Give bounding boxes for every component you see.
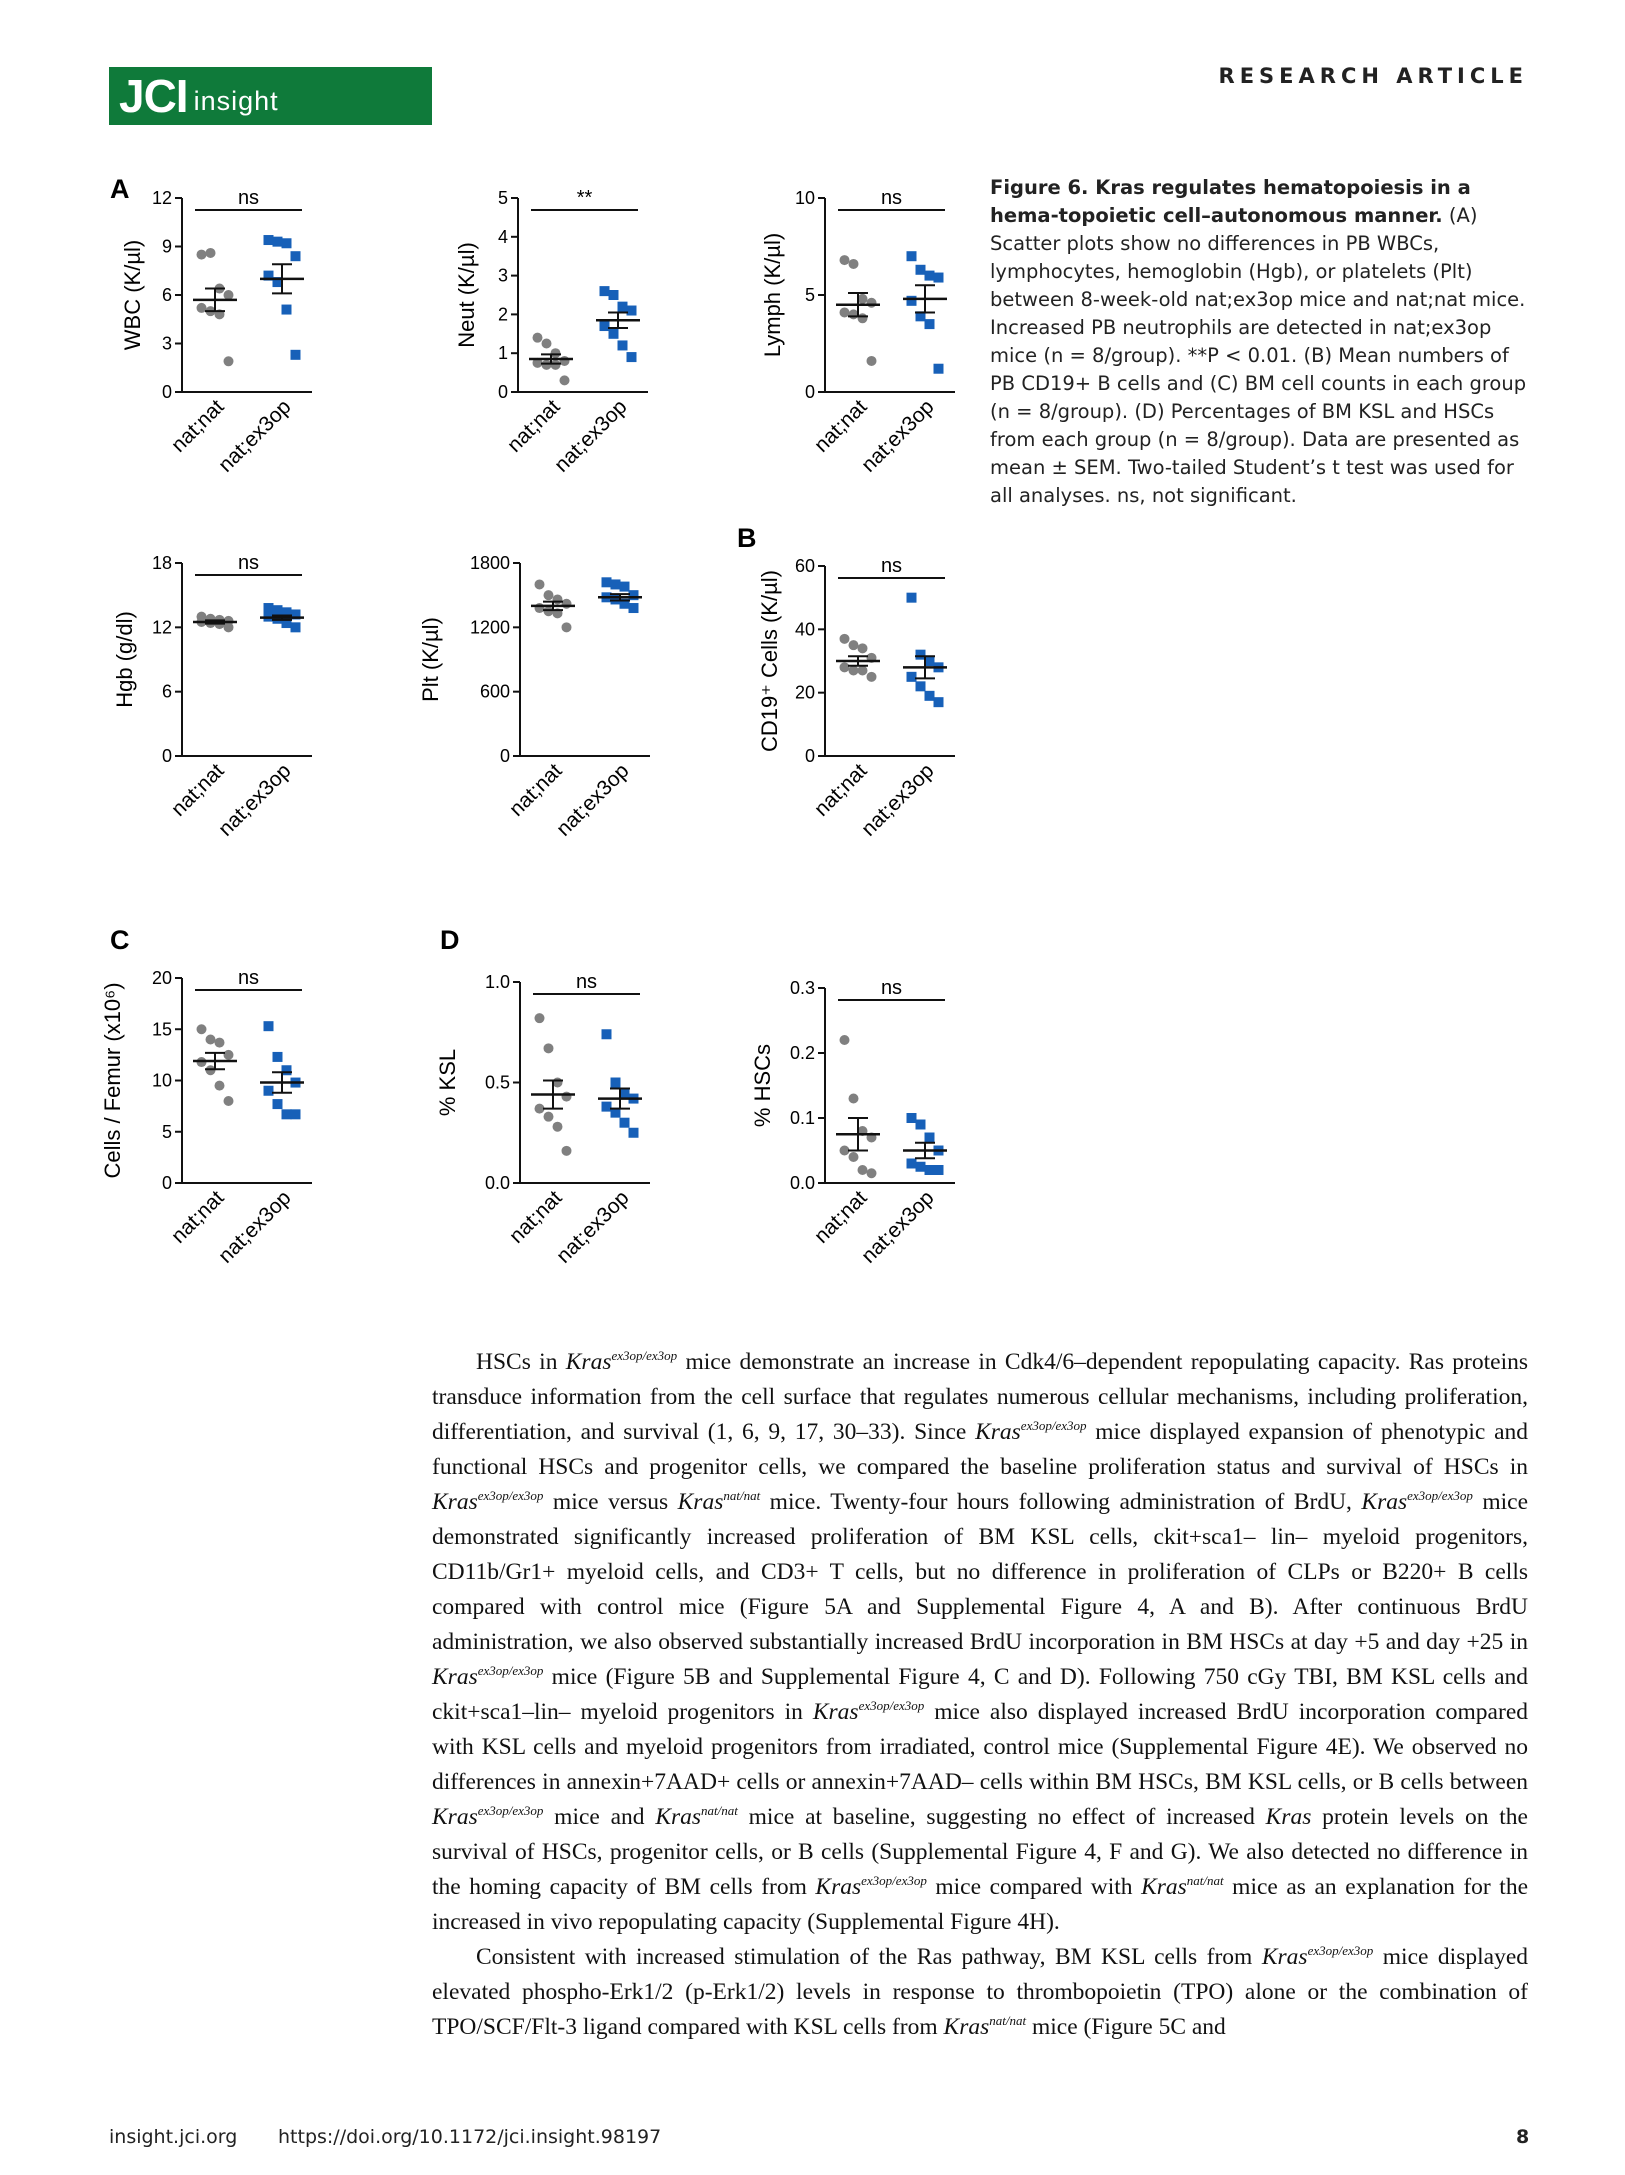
data-point [215, 1038, 225, 1048]
data-point [620, 582, 630, 592]
x-tick-label: nat;ex3op [857, 759, 939, 841]
data-point [618, 340, 628, 350]
data-point [562, 622, 572, 632]
data-point [264, 1086, 274, 1096]
x-tick-label: nat;nat [504, 759, 567, 821]
data-point [560, 375, 570, 385]
data-point [264, 235, 274, 245]
data-point [849, 1152, 859, 1162]
significance-label: ns [237, 967, 260, 989]
y-tick-label: 6 [161, 285, 172, 305]
data-point [858, 1165, 868, 1175]
data-point [535, 603, 545, 613]
y-tick-label: 9 [161, 236, 172, 257]
data-point [907, 251, 917, 261]
data-point [206, 248, 216, 258]
y-tick-label: 1800 [469, 553, 510, 573]
data-point [264, 1021, 274, 1031]
data-point [291, 622, 301, 632]
x-tick-label: nat;nat [166, 1186, 229, 1248]
y-tick-label: 40 [794, 619, 815, 640]
x-tick-label: nat;ex3op [214, 759, 296, 841]
data-point [542, 339, 552, 349]
data-point [907, 296, 917, 306]
data-point [264, 603, 274, 613]
y-tick-label: 2 [497, 304, 508, 325]
data-point [282, 1109, 292, 1119]
scatter-plot-6 [757, 555, 955, 841]
y-tick-label: 4 [497, 226, 508, 247]
data-point [925, 1133, 935, 1143]
y-tick-label: 0.3 [789, 978, 815, 998]
data-point [535, 1013, 545, 1023]
significance-label: ns [575, 971, 598, 993]
y-tick-label: 0.2 [789, 1043, 815, 1063]
x-tick-label: nat;nat [809, 1186, 872, 1248]
scatter-plot-9 [750, 977, 955, 1268]
figure-caption [990, 174, 1530, 510]
x-tick-label: nat;nat [809, 759, 872, 821]
footer-doi: https://doi.org/10.1172/jci.insight.98197 [278, 2126, 662, 2148]
paragraph-2: Consistent with increased stimulation of the Ras pathway, BM KSL cells from Kras$^{ex3op/ex3op}$ mice displayed elevated phospho-Erk1/2 (p-Erk1/2) levels in response to thrombopoietin (TPO) alone or the combination of TPO/SCF/Flt-3 ligand compared with KSL cells from Kras$^{nat/nat}$ mice (Figure 5C and [432, 1943, 1529, 2040]
x-tick-label: nat;nat [166, 395, 229, 457]
article-body [432, 1345, 1528, 2045]
data-point [602, 577, 612, 587]
y-axis-label: CD19⁺ Cells (K/µl) [757, 570, 782, 752]
x-tick-label: nat;ex3op [552, 1186, 634, 1268]
significance-label: ns [237, 187, 260, 209]
y-axis-label: Plt (K/µl) [418, 617, 443, 702]
y-tick-label: 5 [161, 1121, 172, 1142]
x-tick-label: nat;nat [504, 1186, 567, 1248]
data-point [867, 672, 877, 682]
data-point [849, 1094, 859, 1104]
y-tick-label: 10 [151, 1070, 172, 1091]
significance-label: ns [880, 555, 903, 577]
x-tick-label: nat;ex3op [552, 759, 634, 841]
data-point [611, 579, 621, 589]
data-point [544, 590, 554, 600]
data-point [197, 1024, 207, 1034]
y-tick-label: 1 [497, 343, 508, 364]
data-point [907, 1159, 917, 1169]
data-point [925, 1165, 935, 1175]
data-point [609, 329, 619, 339]
y-axis-label: Neut (K/µl) [454, 242, 479, 348]
x-tick-label: nat;ex3op [857, 395, 939, 477]
data-point [562, 1092, 572, 1102]
data-point [925, 319, 935, 329]
significance-label: ns [237, 552, 260, 574]
scatter-plot-1 [120, 187, 312, 477]
data-point [907, 672, 917, 682]
y-tick-label: 60 [794, 556, 815, 576]
data-point [858, 643, 868, 653]
data-point [609, 290, 619, 300]
y-tick-label: 20 [151, 968, 172, 988]
data-point [907, 593, 917, 603]
paragraph-1: HSCs in Kras$^{ex3op/ex3op}$ mice demonstrate an increase in Cdk4/6–dependent repopulating capacity. Ras proteins transduce information from the cell surface that regulates numerous cellular mechanisms, including proliferation, differentiation, and survival (1, 6, 9, 17, 30–33). Since Kras$^{ex3op/ex3op}$ mice displayed expansion of phenotypic and functional HSCs and progenitor cells, we compared the baseline proliferation status and survival of HSCs in Kras$^{ex3op/ex3op}$ mice versus Kras$^{nat/nat}$ mice. Twenty-four hours following administration of BrdU, Kras$^{ex3op/ex3op}$ mice demonstrated significantly increased proliferation of BM KSL cells, ckit+sca1– lin– myeloid progenitors, CD11b/Gr1+ myeloid cells, and CD3+ T cells, but no difference in proliferation of CLPs or B220+ B cells compared with control mice (Figure 5A and Supplemental Figure 4, A and B). After continuous BrdU administration, we also observed substantially increased BrdU incorporation in BM HSCs at day +5 and day +25 in Kras$^{ex3op/ex3op}$ mice (Figure 5B and Supplemental Figure 4, C and D). Following 750 cGy TBI, BM KSL cells and ckit+sca1–lin– myeloid progenitors in Kras$^{ex3op/ex3op}$ mice also displayed increased BrdU incorporation compared with KSL cells and myeloid progenitors from irradiated, control mice (Supplemental Figure 4E). We observed no differences in annexin+7AAD+ cells or annexin+7AAD– cells within BM HSCs, BM KSL cells, or B cells between Kras$^{ex3op/ex3op}$ mice and Kras$^{nat/nat}$ mice at baseline, suggesting no effect of increased Kras protein levels on the survival of HSCs, progenitor cells, or B cells (Supplemental Figure 4, F and G). We also detected no difference in the homing capacity of BM cells from Kras$^{ex3op/ex3op}$ mice compared with Kras$^{nat/nat}$ mice as an explanation for the increased in vivo repopulating capacity (Supplemental Figure 4H). [432, 1348, 1529, 1935]
data-point [627, 306, 637, 316]
data-point [849, 640, 859, 650]
significance-label: ns [880, 187, 903, 209]
y-tick-label: 0 [804, 382, 815, 402]
data-point [544, 1112, 554, 1122]
data-point [273, 1052, 283, 1062]
data-point [840, 1035, 850, 1045]
y-tick-label: 600 [479, 681, 510, 702]
y-tick-label: 0 [497, 382, 508, 402]
data-point [291, 251, 301, 261]
scatter-plot-8 [435, 971, 650, 1268]
data-point [533, 333, 543, 343]
y-tick-label: 12 [151, 617, 172, 638]
data-point [916, 681, 926, 691]
y-tick-label: 0 [161, 1173, 172, 1193]
data-point [907, 1113, 917, 1123]
y-tick-label: 18 [151, 553, 172, 573]
scatter-plot-4 [112, 552, 312, 841]
y-axis-label: Hgb (g/dl) [112, 611, 137, 708]
data-point [934, 1165, 944, 1175]
scatter-plot-5 [418, 553, 650, 841]
journal-logo-sub: insight [193, 85, 279, 116]
significance-label: ** [576, 187, 593, 209]
data-point [840, 662, 850, 672]
y-tick-label: 12 [151, 188, 172, 208]
y-tick-label: 5 [804, 285, 815, 305]
data-point [224, 356, 234, 366]
data-point [602, 1102, 612, 1112]
data-point [925, 691, 935, 701]
x-tick-label: nat;ex3op [214, 1186, 296, 1268]
data-point [282, 305, 292, 315]
data-point [934, 273, 944, 283]
data-point [273, 1099, 283, 1109]
scatter-plot-7 [100, 967, 312, 1268]
data-point [291, 1109, 301, 1119]
y-tick-label: 0.1 [789, 1108, 815, 1128]
data-point [215, 1081, 225, 1091]
data-point [629, 590, 639, 600]
data-point [602, 1029, 612, 1039]
data-point [224, 290, 234, 300]
scatter-plot-2 [454, 187, 648, 477]
y-tick-label: 0 [499, 746, 510, 766]
data-point [282, 238, 292, 248]
caption-text: (A) Scatter plots show no differences in PB WBCs, lymphocytes, hemoglobin (Hgb), or platelets (Plt) between 8-week-old nat;ex3op mice and nat;nat mice. Increased PB neutrophils are detected in nat;ex3op mice (n = 8/group). **P < 0.01. (B) Mean numbers of PB CD19+ B cells and (C) BM cell counts in each group (n = 8/group). (D) Percentages of BM KSL and HSCs from each group (n = 8/group). Data are presented as mean ± SEM. Two-tailed Student’s t test was used for all analyses. ns, not significant. [990, 204, 1527, 507]
data-point [867, 356, 877, 366]
data-point [618, 302, 628, 312]
journal-logo-main: JCI [119, 70, 188, 122]
x-tick-label: nat;nat [809, 395, 872, 457]
data-point [916, 1162, 926, 1172]
data-point [840, 634, 850, 644]
y-tick-label: 0.0 [484, 1173, 510, 1193]
data-point [197, 250, 207, 260]
data-point [600, 321, 610, 331]
data-point [273, 237, 283, 247]
significance-label: ns [880, 977, 903, 999]
data-point [849, 666, 859, 676]
data-point [620, 1118, 630, 1128]
x-tick-label: nat;nat [502, 395, 565, 457]
y-tick-label: 1.0 [484, 972, 510, 992]
data-point [934, 364, 944, 374]
data-point [916, 1120, 926, 1130]
x-tick-label: nat;ex3op [857, 1186, 939, 1268]
x-tick-label: nat;ex3op [550, 395, 632, 477]
data-point [224, 1096, 234, 1106]
data-point [206, 1035, 216, 1045]
y-tick-label: 3 [497, 265, 508, 286]
data-point [273, 605, 283, 615]
data-point [867, 1168, 877, 1178]
panel-label-C: C [110, 925, 130, 955]
y-tick-label: 20 [794, 682, 815, 703]
panel-label-B: B [737, 523, 757, 553]
y-tick-label: 6 [161, 681, 172, 702]
y-axis-label: Cells / Femur (x10⁶) [100, 982, 125, 1179]
data-point [849, 259, 859, 269]
data-point [562, 1146, 572, 1156]
y-axis-label: WBC (K/µl) [120, 239, 145, 351]
y-tick-label: 3 [161, 333, 172, 354]
y-tick-label: 0.5 [484, 1072, 510, 1093]
y-tick-label: 0.0 [789, 1173, 815, 1193]
panel-label-D: D [440, 925, 460, 955]
y-tick-label: 0 [161, 382, 172, 402]
data-point [627, 352, 637, 362]
footer-site: insight.jci.org [109, 2126, 238, 2148]
data-point [867, 298, 877, 308]
x-tick-label: nat;nat [166, 759, 229, 821]
caption-title: Figure 6. Kras regulates hematopoiesis in a hema-topoietic cell–autonomous manner. [990, 176, 1471, 227]
data-point [925, 271, 935, 281]
y-tick-label: 10 [794, 188, 815, 208]
scatter-plot-3 [760, 187, 955, 477]
data-point [544, 1043, 554, 1053]
data-point [600, 286, 610, 296]
panel-label-A: A [110, 174, 130, 204]
footer-page: 8 [1516, 2126, 1530, 2148]
data-point [611, 1078, 621, 1088]
section-label: RESEARCH ARTICLE [1218, 64, 1528, 88]
y-axis-label: Lymph (K/µl) [760, 232, 785, 358]
y-tick-label: 1200 [469, 617, 510, 638]
data-point [629, 1128, 639, 1138]
data-point [858, 666, 868, 676]
y-tick-label: 15 [151, 1019, 172, 1040]
data-point [916, 265, 926, 275]
data-point [629, 603, 639, 613]
data-point [535, 579, 545, 589]
y-tick-label: 0 [804, 746, 815, 766]
y-tick-label: 5 [497, 188, 508, 208]
data-point [562, 599, 572, 609]
y-axis-label: % KSL [435, 1048, 460, 1117]
y-tick-label: 0 [161, 746, 172, 766]
data-point [553, 1122, 563, 1132]
y-axis-label: % HSCs [750, 1043, 775, 1128]
data-point [224, 1050, 234, 1060]
data-point [840, 255, 850, 265]
data-point [291, 350, 301, 360]
data-point [934, 697, 944, 707]
x-tick-label: nat;ex3op [214, 395, 296, 477]
